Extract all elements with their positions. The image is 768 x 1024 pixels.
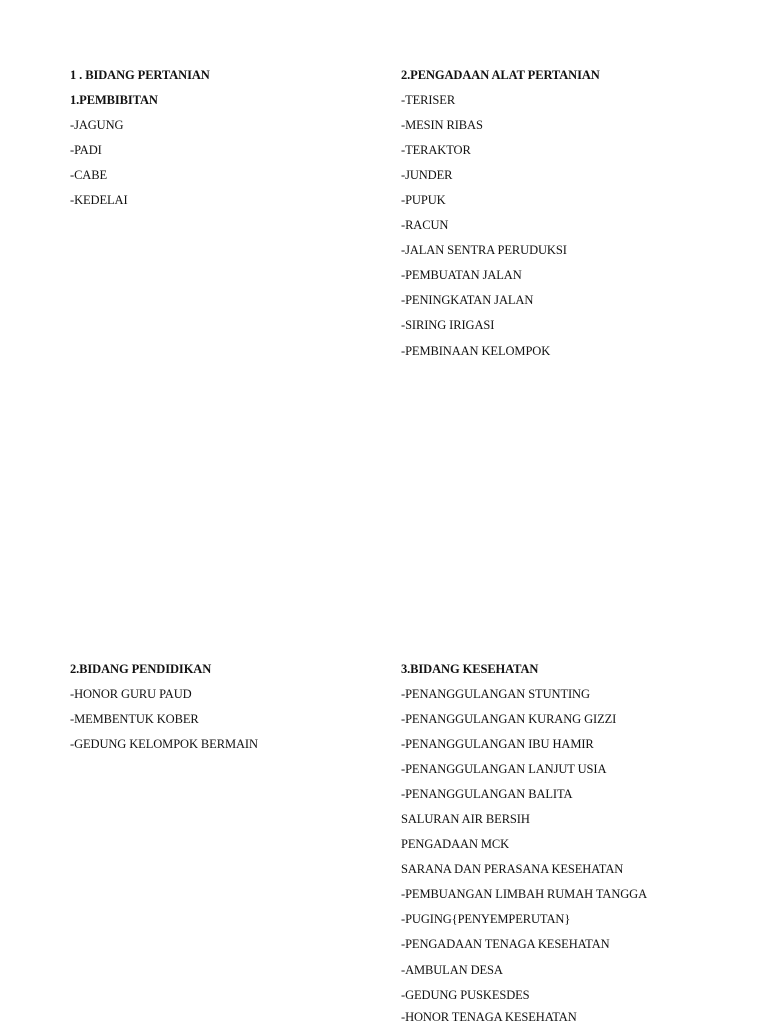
list-item: -PUPUK xyxy=(401,193,446,207)
list-item: SARANA DAN PERASANA KESEHATAN xyxy=(401,862,624,876)
list-item: -PUGING{PENYEMPERUTAN} xyxy=(401,912,571,926)
list-item: -PENANGGULANGAN IBU HAMIR xyxy=(401,737,594,751)
list-item: -SIRING IRIGASI xyxy=(401,318,495,332)
section-heading: 2.PENGADAAN ALAT PERTANIAN xyxy=(401,68,600,82)
list-item: -PADI xyxy=(70,143,102,157)
list-item: -AMBULAN DESA xyxy=(401,963,503,977)
list-item: -PENANGGULANGAN BALITA xyxy=(401,787,573,801)
list-item: -KEDELAI xyxy=(70,193,128,207)
list-item: -PENANGGULANGAN LANJUT USIA xyxy=(401,762,607,776)
list-item: -MEMBENTUK KOBER xyxy=(70,712,199,726)
list-item: -HONOR GURU PAUD xyxy=(70,687,192,701)
list-item: -JUNDER xyxy=(401,168,453,182)
list-item: -PENANGGULANGAN STUNTING xyxy=(401,687,590,701)
list-item: -PEMBINAAN KELOMPOK xyxy=(401,344,551,358)
list-item: -JALAN SENTRA PERUDUKSI xyxy=(401,243,567,257)
list-item: -CABE xyxy=(70,168,108,182)
section-subheading: 1.PEMBIBITAN xyxy=(70,93,158,107)
section-heading: 3.BIDANG KESEHATAN xyxy=(401,662,539,676)
list-item: -PEMBUATAN JALAN xyxy=(401,268,522,282)
list-item: -PENANGGULANGAN KURANG GIZZI xyxy=(401,712,617,726)
list-item: -JAGUNG xyxy=(70,118,124,132)
list-item: -HONOR TENAGA KESEHATAN xyxy=(401,1010,577,1024)
section-heading: 2.BIDANG PENDIDIKAN xyxy=(70,662,212,676)
list-item: -PENINGKATAN JALAN xyxy=(401,293,534,307)
list-item: -PEMBUANGAN LIMBAH RUMAH TANGGA xyxy=(401,887,648,901)
list-item: SALURAN AIR BERSIH xyxy=(401,812,530,826)
list-item: -GEDUNG PUSKESDES xyxy=(401,988,530,1002)
list-item: PENGADAAN MCK xyxy=(401,837,510,851)
list-item: -RACUN xyxy=(401,218,449,232)
list-item: -GEDUNG KELOMPOK BERMAIN xyxy=(70,737,258,751)
list-item: -TERISER xyxy=(401,93,456,107)
section-heading: 1 . BIDANG PERTANIAN xyxy=(70,68,210,82)
list-item: -TERAKTOR xyxy=(401,143,471,157)
list-item: -PENGADAAN TENAGA KESEHATAN xyxy=(401,937,610,951)
list-item: -MESIN RIBAS xyxy=(401,118,483,132)
